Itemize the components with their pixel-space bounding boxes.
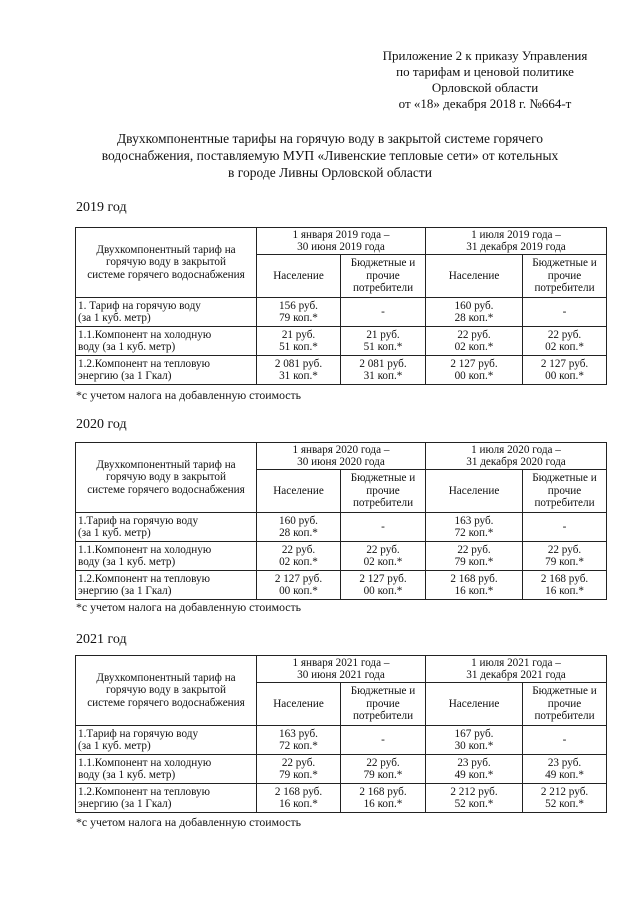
- cell-line: 2 212 руб.: [540, 785, 589, 798]
- cell-line: Население: [448, 697, 500, 710]
- row-label: [76, 571, 257, 600]
- cell-line: горячую воду в закрытой: [106, 256, 226, 269]
- cell-line: 16 коп.*: [279, 798, 318, 810]
- cell-line: 1 июля 2021 года –: [471, 656, 561, 669]
- value-cell: [257, 571, 341, 600]
- cell-line: 2 127 руб.: [274, 572, 323, 585]
- cell-line: горячую воду в закрытой: [106, 471, 226, 484]
- appendix-header: [360, 48, 610, 112]
- cell-line: 2 127 руб.: [450, 357, 498, 370]
- table-row: [76, 726, 607, 755]
- cell-line: воду (за 1 куб. метр): [78, 341, 176, 353]
- cell-line: 1.1.Компонент на холодную: [78, 328, 212, 341]
- cell-line: 16 коп.*: [454, 585, 494, 597]
- period-header: [257, 656, 426, 683]
- row-label: [76, 298, 257, 327]
- cell-line: 79 коп.*: [545, 556, 584, 568]
- row-label: [76, 356, 257, 385]
- vat-footnote: *с учетом налога на добавленную стоимость: [76, 388, 302, 402]
- table-row: [76, 327, 607, 356]
- cell-line: 31 коп.*: [363, 370, 403, 382]
- cell-line: энергию (за 1 Гкал): [78, 585, 172, 597]
- value-cell: [523, 784, 607, 813]
- cell-line: 160 руб.: [454, 299, 494, 312]
- cell-line: 31 декабря 2019 года: [466, 241, 566, 253]
- table-row: [76, 784, 607, 813]
- year-heading: 2021 год: [76, 632, 127, 647]
- cell-line: 2 127 руб.: [540, 357, 589, 370]
- year-heading: 2020 год: [76, 417, 127, 432]
- cell-line: 1 июля 2020 года –: [471, 443, 561, 456]
- row-label: [76, 513, 257, 542]
- value-cell: [341, 755, 426, 784]
- cell-line: Население: [273, 697, 324, 710]
- period-header: [257, 228, 426, 255]
- value-cell: [341, 571, 426, 600]
- cell-line: 72 коп.*: [454, 527, 494, 539]
- value-cell: [426, 726, 523, 755]
- cell-line: 1 июля 2019 года –: [471, 228, 561, 241]
- table-row: [76, 755, 607, 784]
- year-heading: 2019 год: [76, 200, 127, 215]
- appendix-header-line: Приложение 2 к приказу Управления: [382, 48, 588, 63]
- cell-line: -: [381, 733, 385, 746]
- cell-line: 2 212 руб.: [450, 785, 498, 798]
- cell-line: 2 168 руб.: [274, 785, 323, 798]
- cell-line: Население: [273, 484, 324, 497]
- cell-line: 1.1.Компонент на холодную: [78, 756, 212, 769]
- row-label: [76, 784, 257, 813]
- document-title-line: водоснабжения, поставляемую МУП «Ливенские тепловые сети» от котельных: [101, 148, 559, 163]
- cell-line: 51 коп.*: [363, 341, 403, 353]
- vat-footnote: *с учетом налога на добавленную стоимость: [76, 815, 302, 829]
- row-label: [76, 755, 257, 784]
- corner-header: [76, 443, 257, 513]
- appendix-header-line: от «18» декабря 2018 г. №664-т: [398, 96, 572, 111]
- cell-line: горячую воду в закрытой: [106, 684, 226, 697]
- column-header-budget: [341, 255, 426, 298]
- cell-line: прочие: [547, 697, 582, 710]
- cell-line: 52 коп.*: [545, 798, 584, 810]
- cell-line: системе горячего водоснабжения: [87, 268, 245, 281]
- value-cell: [523, 298, 607, 327]
- cell-line: Бюджетные и: [532, 472, 597, 485]
- table-row: [76, 542, 607, 571]
- period-header: [426, 443, 607, 470]
- cell-line: 31 декабря 2021 года: [466, 669, 566, 681]
- column-header-budget: [341, 683, 426, 726]
- cell-line: потребители: [352, 282, 414, 295]
- cell-line: -: [562, 733, 567, 746]
- cell-line: 22 руб.: [457, 543, 491, 556]
- value-cell: [257, 755, 341, 784]
- cell-line: 2 168 руб.: [359, 785, 407, 798]
- cell-line: прочие: [366, 484, 400, 497]
- cell-line: Население: [448, 484, 500, 497]
- value-cell: [257, 298, 341, 327]
- document-title-line: в городе Ливны Орловской области: [228, 165, 432, 180]
- cell-line: -: [381, 520, 385, 533]
- value-cell: [523, 726, 607, 755]
- table-row: [76, 356, 607, 385]
- column-header-population: [257, 255, 341, 298]
- cell-line: 2 127 руб.: [359, 572, 407, 585]
- cell-line: 23 руб.: [547, 756, 582, 769]
- cell-line: 30 июня 2021 года: [297, 669, 385, 681]
- value-cell: [426, 513, 523, 542]
- document-title: [60, 130, 600, 181]
- cell-line: 49 коп.*: [454, 769, 494, 781]
- cell-line: 00 коп.*: [279, 585, 318, 597]
- cell-line: Население: [448, 269, 500, 282]
- cell-line: 02 коп.*: [363, 556, 403, 568]
- column-header-budget: [523, 683, 607, 726]
- cell-line: 02 коп.*: [545, 341, 584, 353]
- cell-line: 1.Тариф на горячую воду: [78, 727, 199, 740]
- cell-line: 1.2.Компонент на тепловую: [78, 572, 210, 585]
- cell-line: 30 июня 2019 года: [297, 241, 385, 253]
- corner-header: [76, 228, 257, 298]
- period-header: [426, 228, 607, 255]
- period-header: [257, 443, 426, 470]
- cell-line: 163 руб.: [279, 727, 318, 740]
- cell-line: 2 168 руб.: [540, 572, 589, 585]
- row-label: [76, 726, 257, 755]
- cell-line: Бюджетные и: [532, 257, 597, 270]
- cell-line: Бюджетные и: [532, 685, 597, 698]
- cell-line: прочие: [547, 484, 582, 497]
- period-header: [426, 656, 607, 683]
- value-cell: [257, 542, 341, 571]
- cell-line: Население: [273, 269, 324, 282]
- value-cell: [257, 513, 341, 542]
- column-header-budget: [341, 470, 426, 513]
- cell-line: 00 коп.*: [454, 370, 494, 382]
- column-header-budget: [523, 470, 607, 513]
- appendix-header-line: Орловской области: [431, 80, 539, 95]
- value-cell: [257, 726, 341, 755]
- cell-line: 00 коп.*: [363, 585, 403, 597]
- cell-line: (за 1 куб. метр): [78, 527, 151, 539]
- corner-header: [76, 656, 257, 726]
- cell-line: 79 коп.*: [363, 769, 403, 781]
- cell-line: Двухкомпонентный тариф на: [96, 671, 236, 684]
- cell-line: потребители: [352, 710, 414, 723]
- value-cell: [426, 327, 523, 356]
- appendix-header-line: по тарифам и ценовой политике: [396, 64, 574, 79]
- cell-line: 31 коп.*: [279, 370, 318, 382]
- cell-line: (за 1 куб. метр): [78, 740, 151, 752]
- cell-line: потребители: [534, 710, 595, 723]
- cell-line: Бюджетные и: [350, 257, 416, 270]
- cell-line: воду (за 1 куб. метр): [78, 556, 176, 568]
- cell-line: 79 коп.*: [279, 312, 318, 324]
- value-cell: [426, 298, 523, 327]
- cell-line: 167 руб.: [454, 727, 494, 740]
- table-row: [76, 298, 607, 327]
- value-cell: [341, 298, 426, 327]
- cell-line: 22 руб.: [366, 543, 400, 556]
- value-cell: [341, 327, 426, 356]
- cell-line: 23 руб.: [457, 756, 491, 769]
- cell-line: потребители: [534, 282, 595, 295]
- column-header-budget: [523, 255, 607, 298]
- value-cell: [426, 784, 523, 813]
- cell-line: 2 081 руб.: [359, 357, 407, 370]
- cell-line: прочие: [366, 697, 400, 710]
- cell-line: Бюджетные и: [350, 685, 416, 698]
- column-header-population: [426, 683, 523, 726]
- cell-line: 52 коп.*: [454, 798, 494, 810]
- value-cell: [341, 726, 426, 755]
- value-cell: [523, 513, 607, 542]
- cell-line: -: [562, 520, 567, 533]
- cell-line: -: [562, 305, 567, 318]
- cell-line: 30 коп.*: [454, 740, 494, 752]
- cell-line: 22 руб.: [281, 543, 316, 556]
- cell-line: 49 коп.*: [545, 769, 584, 781]
- cell-line: Двухкомпонентный тариф на: [96, 243, 236, 256]
- cell-line: Двухкомпонентный тариф на: [96, 458, 236, 471]
- document-title-line: Двухкомпонентные тарифы на горячую воду в закрытой системе горячего: [116, 131, 544, 146]
- cell-line: 22 руб.: [547, 543, 582, 556]
- value-cell: [426, 571, 523, 600]
- cell-line: 02 коп.*: [279, 556, 318, 568]
- value-cell: [341, 356, 426, 385]
- cell-line: (за 1 куб. метр): [78, 312, 151, 324]
- cell-line: 00 коп.*: [545, 370, 584, 382]
- cell-line: 1.Тариф на горячую воду: [78, 514, 199, 527]
- cell-line: 79 коп.*: [279, 769, 318, 781]
- cell-line: 30 июня 2020 года: [297, 456, 385, 468]
- cell-line: 22 руб.: [457, 328, 491, 341]
- column-header-population: [257, 470, 341, 513]
- row-label: [76, 542, 257, 571]
- table-row: [76, 513, 607, 542]
- cell-line: 16 коп.*: [545, 585, 584, 597]
- cell-line: 16 коп.*: [363, 798, 403, 810]
- value-cell: [523, 571, 607, 600]
- cell-line: 21 руб.: [281, 328, 316, 341]
- cell-line: 31 декабря 2020 года: [466, 456, 566, 468]
- cell-line: воду (за 1 куб. метр): [78, 769, 176, 781]
- value-cell: [426, 356, 523, 385]
- cell-line: 1 января 2020 года –: [292, 443, 390, 456]
- cell-line: потребители: [534, 497, 595, 510]
- value-cell: [341, 542, 426, 571]
- cell-line: энергию (за 1 Гкал): [78, 798, 172, 810]
- column-header-population: [426, 470, 523, 513]
- tariff-table: [75, 655, 607, 813]
- cell-line: потребители: [352, 497, 414, 510]
- row-label: [76, 327, 257, 356]
- cell-line: 1. Тариф на горячую воду: [78, 299, 201, 312]
- cell-line: 163 руб.: [454, 514, 494, 527]
- value-cell: [341, 513, 426, 542]
- cell-line: 160 руб.: [279, 514, 318, 527]
- cell-line: 22 руб.: [547, 328, 582, 341]
- cell-line: 72 коп.*: [279, 740, 318, 752]
- cell-line: системе горячего водоснабжения: [87, 483, 245, 496]
- value-cell: [523, 755, 607, 784]
- cell-line: 1 января 2021 года –: [292, 656, 390, 669]
- cell-line: 21 руб.: [366, 328, 400, 341]
- cell-line: энергию (за 1 Гкал): [78, 370, 172, 382]
- value-cell: [257, 327, 341, 356]
- cell-line: прочие: [366, 269, 400, 282]
- column-header-population: [426, 255, 523, 298]
- value-cell: [257, 784, 341, 813]
- cell-line: 1.2.Компонент на тепловую: [78, 785, 210, 798]
- cell-line: 1.1.Компонент на холодную: [78, 543, 212, 556]
- cell-line: 28 коп.*: [454, 312, 494, 324]
- cell-line: 22 руб.: [366, 756, 400, 769]
- cell-line: 156 руб.: [279, 299, 318, 312]
- cell-line: 79 коп.*: [454, 556, 494, 568]
- value-cell: [523, 356, 607, 385]
- cell-line: 2 168 руб.: [450, 572, 498, 585]
- table-row: [76, 571, 607, 600]
- cell-line: 2 081 руб.: [274, 357, 323, 370]
- cell-line: 22 руб.: [281, 756, 316, 769]
- value-cell: [257, 356, 341, 385]
- cell-line: 1 января 2019 года –: [292, 228, 390, 241]
- value-cell: [426, 542, 523, 571]
- value-cell: [523, 542, 607, 571]
- value-cell: [426, 755, 523, 784]
- cell-line: 28 коп.*: [279, 527, 318, 539]
- cell-line: 51 коп.*: [279, 341, 318, 353]
- cell-line: Бюджетные и: [350, 472, 416, 485]
- vat-footnote: *с учетом налога на добавленную стоимость: [76, 600, 302, 614]
- cell-line: 02 коп.*: [454, 341, 494, 353]
- column-header-population: [257, 683, 341, 726]
- tariff-table: [75, 227, 607, 385]
- cell-line: -: [381, 305, 385, 318]
- tariff-table: [75, 442, 607, 600]
- cell-line: прочие: [547, 269, 582, 282]
- cell-line: 1.2.Компонент на тепловую: [78, 357, 210, 370]
- value-cell: [523, 327, 607, 356]
- value-cell: [341, 784, 426, 813]
- cell-line: системе горячего водоснабжения: [87, 696, 245, 709]
